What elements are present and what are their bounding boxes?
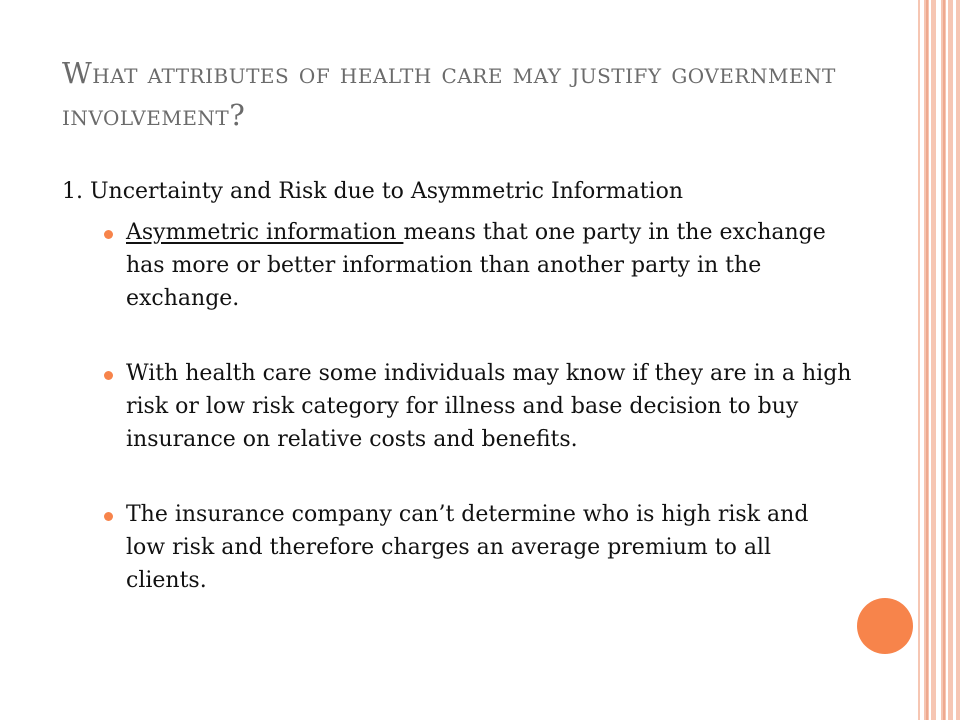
accent-circle: [857, 598, 913, 654]
decorative-stripe: [946, 0, 948, 720]
bullet-dot-icon: [104, 512, 113, 521]
bullet-text: means that one party in the exchange has more or better information than another party in the exchange.: [126, 220, 826, 311]
decorative-stripe: [953, 0, 956, 720]
bullet-item: [62, 216, 852, 315]
decorative-stripe: [926, 0, 928, 720]
slide-body: [62, 174, 852, 639]
bullet-term: Asymmetric information: [126, 220, 404, 245]
decorative-stripe: [943, 0, 945, 720]
decorative-stripe: [936, 0, 941, 720]
decorative-stripe: [920, 0, 924, 720]
slide-title: What attributes of health care may justify government involvement?: [62, 56, 836, 132]
bullet-dot-icon: [104, 371, 113, 380]
bullet-item: [62, 498, 852, 597]
decorative-stripe: [929, 0, 931, 720]
bullet-dot-icon: [104, 230, 113, 239]
bullet-text: With health care some individuals may know if they are in a high risk or low risk category for illness and base decision to buy insurance on relative costs and benefits.: [126, 361, 852, 452]
bullet-item: [62, 357, 852, 456]
section-heading: 1. Uncertainty and Risk due to Asymmetric Information: [62, 179, 683, 204]
bullet-text: The insurance company can’t determine who is high risk and low risk and therefore charges an average premium to all clients.: [126, 502, 809, 593]
